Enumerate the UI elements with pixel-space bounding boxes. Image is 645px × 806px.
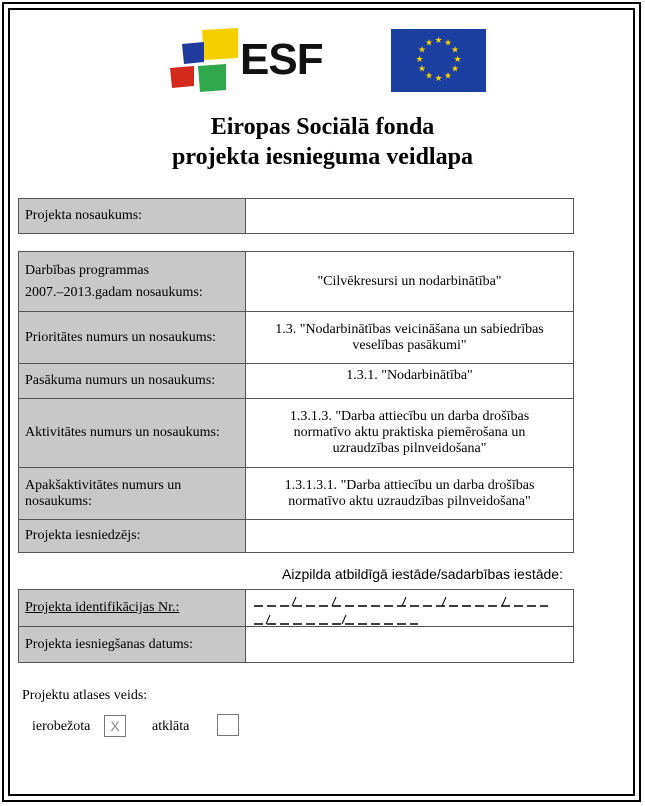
- project-id-label: [19, 590, 246, 627]
- svg-text:★: ★: [424, 71, 434, 82]
- programme-label: [19, 252, 246, 312]
- programme-info-table: [18, 251, 574, 553]
- table-row: [19, 312, 574, 364]
- form-title-line2: projekta iesnieguma veidlapa: [172, 144, 473, 170]
- project-id-label-text: Projekta identifikācijas Nr.:: [25, 600, 180, 615]
- table-row: [19, 520, 574, 553]
- svg-text:★: ★: [434, 36, 443, 46]
- svg-text:★: ★: [424, 38, 434, 49]
- svg-text:★: ★: [417, 45, 427, 56]
- programme-label-line1: Darbības programmas: [25, 262, 150, 278]
- svg-text:★: ★: [443, 71, 453, 82]
- table-row: [19, 399, 574, 468]
- priority-value: 1.3. "Nodarbinātības veicināšana un sabiedrības veselības pasākumi": [246, 312, 574, 364]
- svg-text:★: ★: [453, 55, 462, 65]
- activity-label: Aktivitātes numurs un nosaukums:: [19, 399, 246, 468]
- subactivity-value: 1.3.1.3.1. "Darba attiecību un darba drošības normatīvo aktu uzraudzības pilnveidošana": [246, 468, 574, 520]
- esf-logo-green-block: [198, 64, 226, 92]
- esf-logo: [168, 28, 338, 94]
- option-open-checkbox[interactable]: [217, 714, 239, 736]
- esf-logo-red-block: [170, 66, 194, 88]
- project-name-field[interactable]: [246, 199, 574, 234]
- project-name-label: Projekta nosaukums:: [19, 199, 246, 234]
- authority-fill-note: Aizpilda atbildīgā iestāde/sadarbības iestāde:: [282, 566, 563, 582]
- esf-logo-blue-block: [182, 42, 204, 64]
- measure-label: Pasākuma numurs un nosaukums:: [19, 364, 246, 399]
- table-row: [19, 199, 574, 234]
- svg-text:★: ★: [415, 55, 424, 65]
- eu-flag-icon: [391, 29, 486, 92]
- project-id-placeholder: [250, 592, 550, 628]
- applicant-field[interactable]: [246, 520, 574, 553]
- applicant-label: Projekta iesniedzējs:: [19, 520, 246, 553]
- submission-date-label: Projekta iesniegšanas datums:: [19, 627, 246, 663]
- selection-type-label: Projektu atlases veids:: [22, 688, 148, 703]
- option-restricted-label: ierobežota: [32, 719, 91, 734]
- option-open-label: atklāta: [152, 719, 190, 734]
- esf-logo-text: ESF: [240, 35, 323, 84]
- measure-value: 1.3.1. "Nodarbinātība": [246, 364, 574, 399]
- svg-text:★: ★: [450, 45, 460, 56]
- project-name-table: [18, 198, 574, 234]
- table-row: [19, 252, 574, 312]
- table-row: [19, 627, 574, 663]
- option-restricted-checkbox[interactable]: X: [104, 715, 126, 737]
- svg-text:★: ★: [417, 64, 427, 75]
- svg-text:★: ★: [434, 74, 443, 84]
- table-row: [19, 468, 574, 520]
- programme-label-line2: 2007.–2013.gadam nosaukums:: [25, 284, 203, 300]
- activity-value: 1.3.1.3. "Darba attiecību un darba drošības normatīvo aktu praktiska piemērošana un uzraudzības pilnveidošana": [246, 399, 574, 468]
- table-row: [19, 364, 574, 399]
- svg-text:★: ★: [450, 64, 460, 75]
- esf-logo-yellow-block: [202, 28, 238, 60]
- priority-label: Prioritātes numurs un nosaukums:: [19, 312, 246, 364]
- form-title-line1: Eiropas Sociālā fonda: [210, 114, 435, 140]
- svg-text:★: ★: [443, 38, 453, 49]
- programme-value: "Cilvēkresursi un nodarbinātība": [246, 252, 574, 312]
- subactivity-label: Apakšaktivitātes numurs un nosaukums:: [19, 468, 246, 520]
- submission-date-field[interactable]: [246, 627, 574, 663]
